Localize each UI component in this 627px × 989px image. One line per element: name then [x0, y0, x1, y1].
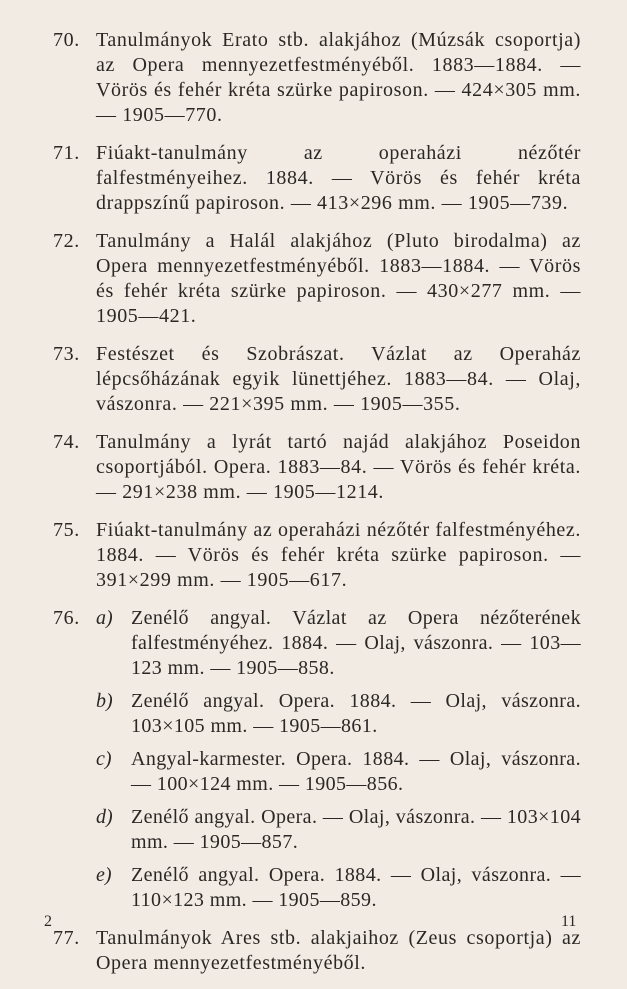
entry-text: Festészet és Szobrászat. Vázlat az Operaház lépcsőházának egyik lünettjéhez. 1883—84. — Olaj, vászonra. — 221×395 mm. — 1905—355. — [96, 343, 581, 415]
sub-entry-letter: d) — [96, 806, 113, 828]
sub-entry-letter: a) — [96, 607, 113, 629]
catalog-entry-71 — [0, 141, 627, 216]
entry-text: Tanulmány a lyrát tartó najád alakjához Poseidon csoportjából. Opera. 1883—84. — Vörös és fehér kréta. — 291×238 mm. — 1905—1214. — [96, 431, 581, 503]
sub-entry-text: Angyal-karmester. Opera. 1884. — Olaj, vászonra. — 100×124 mm. — 1905—856. — [131, 748, 581, 795]
sub-entry-text: Zenélő angyal. Opera. 1884. — Olaj, vászonra. 103×105 mm. — 1905—861. — [131, 690, 581, 737]
sub-entry-letter: e) — [96, 864, 112, 886]
entry-number: 72. — [53, 230, 80, 252]
sub-entry-e — [0, 863, 627, 913]
sub-entry-letter: c) — [96, 748, 112, 770]
sub-entry-text: Zenélő angyal. Opera. 1884. — Olaj, vászonra. — 110×123 mm. — 1905—859. — [131, 864, 581, 911]
catalog-list — [0, 28, 627, 989]
catalog-entry-73 — [0, 342, 627, 417]
catalog-entry-70 — [0, 28, 627, 128]
sub-entry-text: Zenélő angyal. Vázlat az Opera nézőterének falfestményéhez. 1884. — Olaj, vászonra. — 103—123 mm. — 1905—858. — [131, 607, 581, 679]
catalog-entry-77 — [0, 926, 627, 976]
page-number: 11 — [561, 913, 577, 930]
entry-text: Fiúakt-tanulmány az operaházi nézőtér falfestményéhez. 1884. — Vörös és fehér kréta szürke papiroson. — 391×299 mm. — 1905—617. — [96, 519, 581, 591]
entry-number: 71. — [53, 142, 80, 164]
sub-entry-b — [0, 689, 627, 739]
catalog-entry-74 — [0, 430, 627, 505]
entry-number: 74. — [53, 431, 80, 453]
entry-number: 77. — [53, 927, 80, 949]
entry-text: Tanulmányok Erato stb. alakjához (Múzsák csoportja) az Opera mennyezetfestményéből. 1883—1884. — Vörös és fehér kréta szürke papiroson. — 424×305 mm. — 1905—770. — [96, 29, 581, 126]
sub-entry-a — [0, 606, 627, 681]
entry-number: 70. — [53, 29, 80, 51]
sub-entry-text: Zenélő angyal. Opera. — Olaj, vászonra. — 103×104 mm. — 1905—857. — [131, 806, 581, 853]
entry-number: 73. — [53, 343, 80, 365]
catalog-entry-75 — [0, 518, 627, 593]
catalog-entry-72 — [0, 229, 627, 329]
signature-mark: 2 — [44, 913, 52, 930]
sub-entry-letter: b) — [96, 690, 113, 712]
entry-text: Tanulmányok Ares stb. alakjaihoz (Zeus csoportja) az Opera mennyezetfestményéből. — [96, 927, 581, 974]
entry-text: Fiúakt-tanulmány az operaházi nézőtér falfestményeihez. 1884. — Vörös és fehér kréta drappszínű papiroson. — 413×296 mm. — 1905—739. — [96, 142, 581, 214]
entry-number: 75. — [53, 519, 80, 541]
entry-number: 76. — [53, 607, 80, 629]
sub-entry-c — [0, 747, 627, 797]
catalog-entry-76 — [0, 606, 627, 913]
entry-text: Tanulmány a Halál alakjához (Pluto birodalma) az Opera mennyezetfestményéből. 1883—1884. — Vörös és fehér kréta szürke papiroson. — 430×277 mm. — 1905—421. — [96, 230, 581, 327]
sub-entry-d — [0, 805, 627, 855]
